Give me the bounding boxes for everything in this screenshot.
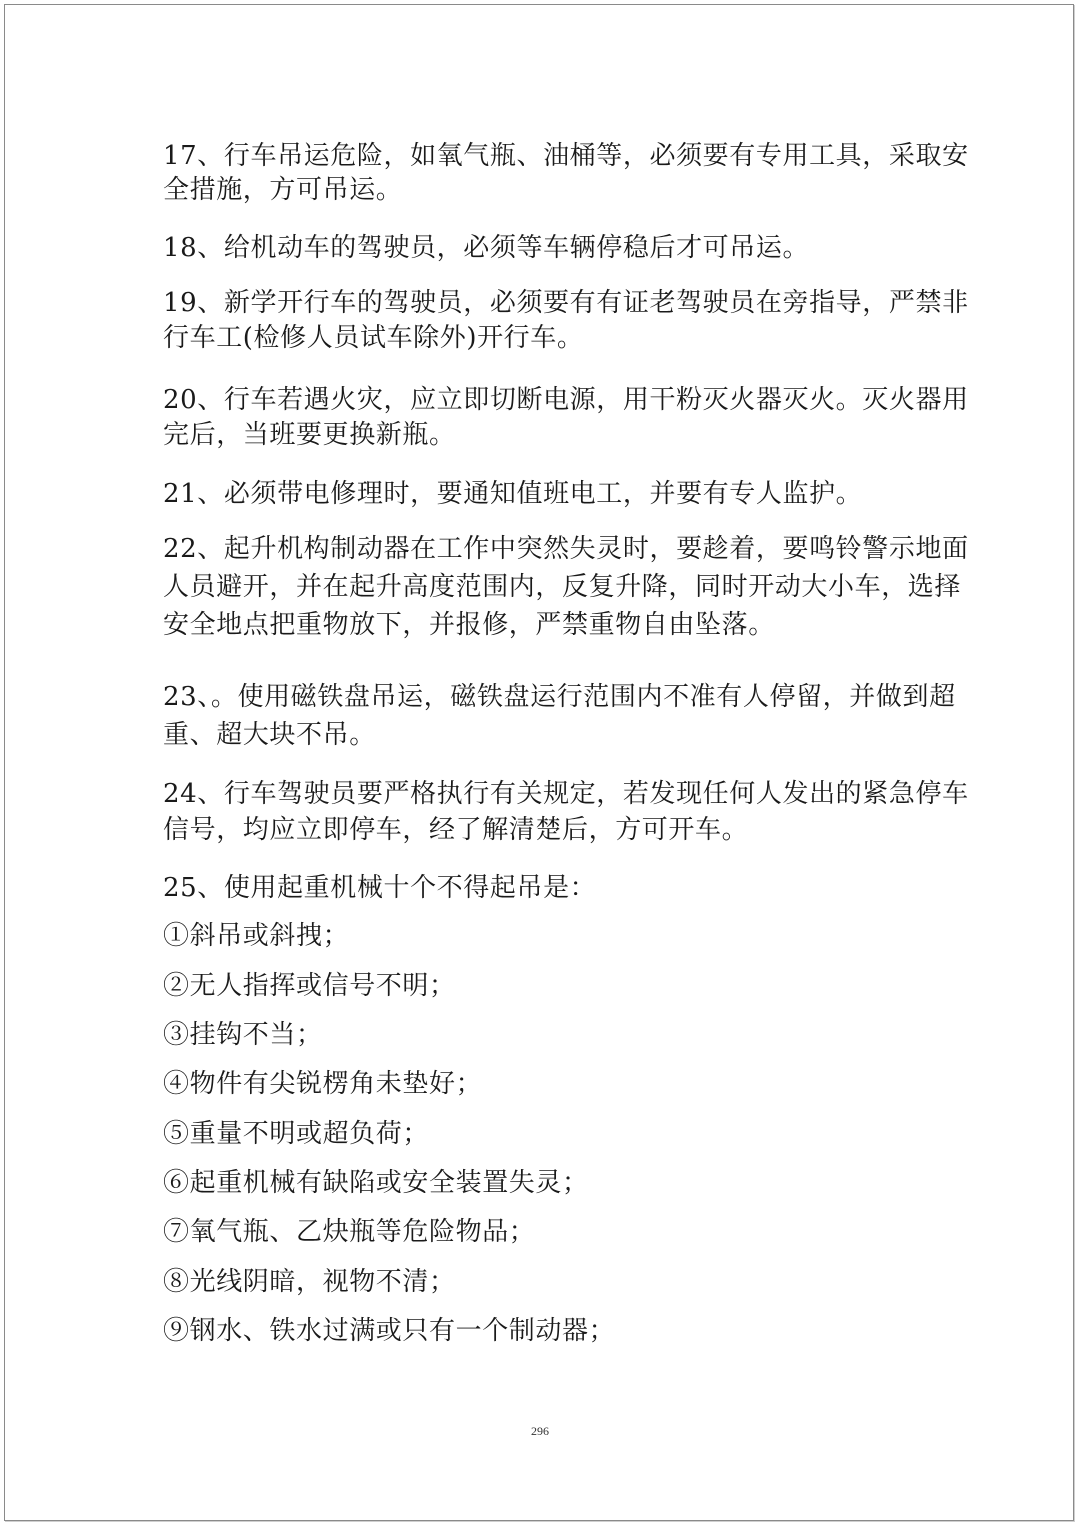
list-item: ⑥起重机械有缺陷或安全装置失灵； <box>163 1168 589 1198</box>
text-line: 全措施，方可吊运。 <box>163 175 403 205</box>
text-line: 完后，当班要更换新瓶。 <box>163 420 456 450</box>
list-item: ②无人指挥或信号不明； <box>163 971 456 1001</box>
list-item: ⑤重量不明或超负荷； <box>163 1119 430 1149</box>
list-item: ④物件有尖锐楞角未垫好； <box>163 1069 483 1099</box>
list-item: ⑦氧气瓶、乙炔瓶等危险物品； <box>163 1217 536 1247</box>
list-item: ⑨钢水、铁水过满或只有一个制动器； <box>163 1316 616 1346</box>
text-line: 21、必须带电修理时，要通知值班电工，并要有专人监护。 <box>163 479 863 509</box>
list-item: ⑧光线阴暗，视物不清； <box>163 1267 456 1297</box>
text-line: 19、新学开行车的驾驶员，必须要有有证老驾驶员在旁指导，严禁非 <box>163 288 969 318</box>
page-number: 296 <box>531 1424 549 1438</box>
text-line: 25、使用起重机械十个不得起吊是： <box>163 873 597 903</box>
text-line: 重、超大块不吊。 <box>163 720 376 750</box>
text-line: 24、行车驾驶员要严格执行有关规定，若发现任何人发出的紧急停车 <box>163 779 969 809</box>
text-line: 17、行车吊运危险，如氧气瓶、油桶等，必须要有专用工具，采取安 <box>163 141 969 171</box>
text-line: 22、起升机构制动器在工作中突然失灵时，要趁着，要鸣铃警示地面 <box>163 534 969 564</box>
text-line: 20、行车若遇火灾，应立即切断电源，用干粉灭火器灭火。灭火器用 <box>163 385 969 415</box>
text-line: 行车工(检修人员试车除外)开行车。 <box>163 323 584 353</box>
text-line: 人员避开，并在起升高度范围内，反复升降，同时开动大小车，选择 <box>163 572 962 602</box>
list-item: ③挂钩不当； <box>163 1020 323 1050</box>
text-line: 安全地点把重物放下，并报修，严禁重物自由坠落。 <box>163 610 775 640</box>
text-line: 18、给机动车的驾驶员，必须等车辆停稳后才可吊运。 <box>163 233 810 263</box>
text-line: 信号，均应立即停车，经了解清楚后，方可开车。 <box>163 815 749 845</box>
list-item: ①斜吊或斜拽； <box>163 921 350 951</box>
text-line: 23、。使用磁铁盘吊运，磁铁盘运行范围内不准有人停留，并做到超 <box>163 682 956 712</box>
